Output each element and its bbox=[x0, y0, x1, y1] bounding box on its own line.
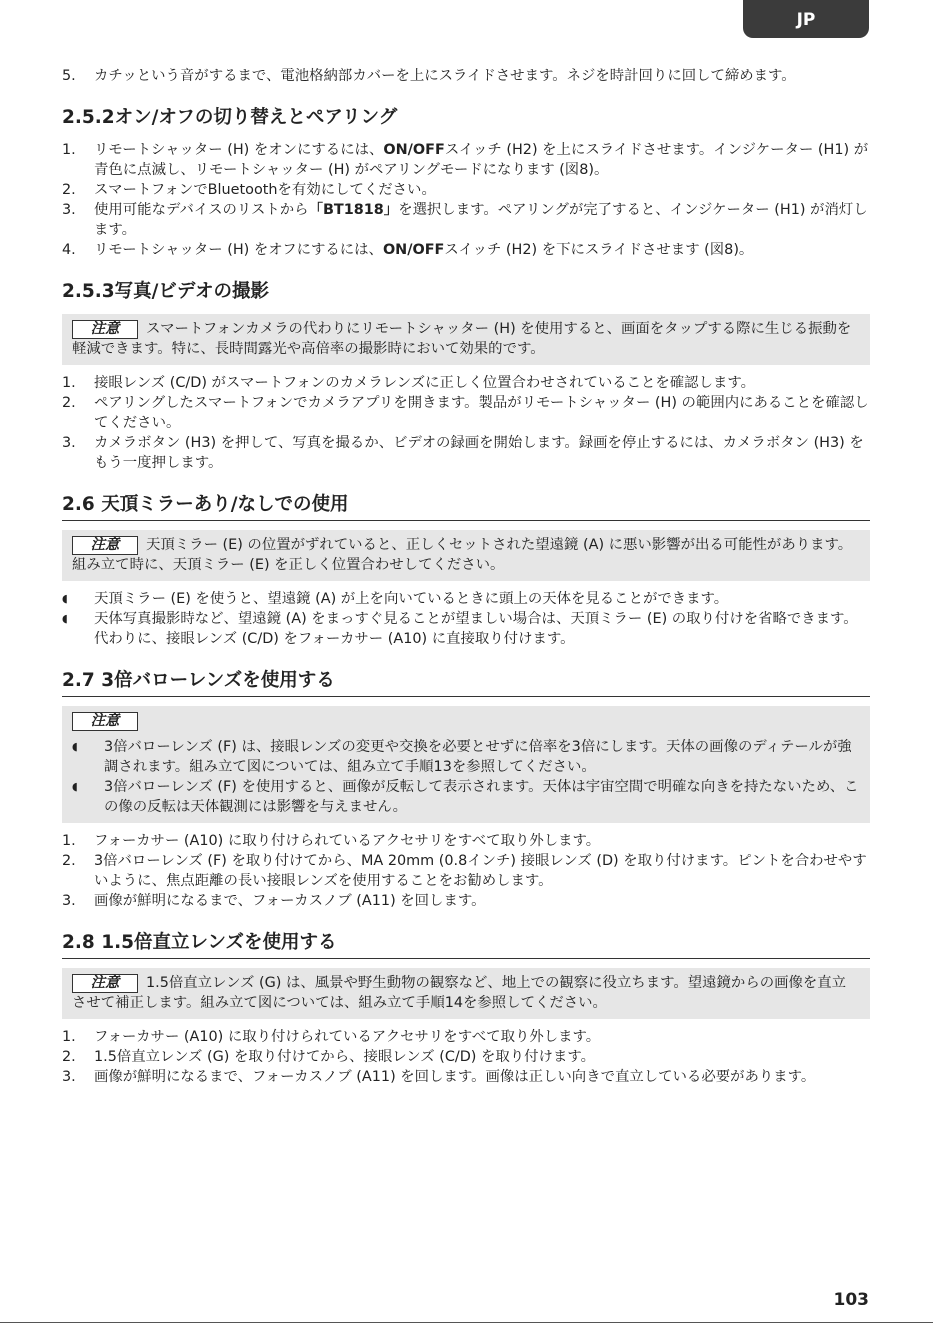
note-text: 天頂ミラー (E) の位置がずれていると、正しくセットされた望遠鏡 (A) に悪い影響が出る可能性があります。組み立て時に、天頂ミラー (E) を正しく位置合わせしてください。 bbox=[72, 537, 853, 573]
section-heading-2-8: 2.8 1.5倍直立レンズを使用する bbox=[62, 931, 870, 959]
bold-run: ON/OFF bbox=[383, 142, 445, 158]
step-text bbox=[94, 240, 870, 260]
list-item bbox=[62, 180, 870, 200]
bullet-text: 天頂ミラー (E) を使うと、望遠鏡 (A) が上を向いているときに頭上の天体を見ることができます。 bbox=[94, 591, 729, 607]
list-item bbox=[62, 140, 870, 180]
section-heading-2-5-3: 2.5.3写真/ビデオの撮影 bbox=[62, 281, 270, 302]
list-item bbox=[62, 1047, 870, 1067]
step-number: 1. bbox=[62, 375, 76, 391]
text-run: スイッチ (H2) を下にスライドさせます (図8)。 bbox=[444, 242, 754, 258]
step-text bbox=[94, 200, 870, 240]
note-bullet-item bbox=[72, 777, 860, 817]
step-text bbox=[94, 180, 870, 200]
language-tab: JP bbox=[743, 0, 869, 38]
step-number: 3. bbox=[62, 202, 76, 218]
section-heading-2-7: 2.7 3倍バローレンズを使用する bbox=[62, 669, 870, 697]
step-text: 画像が鮮明になるまで、フォーカスノブ (A11) を回します。 bbox=[94, 893, 486, 909]
list-item bbox=[62, 851, 870, 891]
step-text: フォーカサー (A10) に取り付けられているアクセサリをすべて取り外します。 bbox=[94, 1029, 601, 1045]
page-content bbox=[62, 66, 870, 1087]
bullet-text: 天体写真撮影時など、望遠鏡 (A) をまっすぐ見ることが望ましい場合は、天頂ミラー (E) の取り付けを省略できます。代わりに、接眼レンズ (C/D) をフォーカサー (A10) に直接取り付けます。 bbox=[94, 611, 858, 647]
note-box bbox=[62, 314, 870, 365]
step-text: ペアリングしたスマートフォンでカメラアプリを開きます。製品がリモートシャッター (H) の範囲内にあることを確認してください。 bbox=[94, 395, 869, 431]
bullet-icon: ◖ bbox=[72, 780, 78, 793]
step-number: 2. bbox=[62, 1049, 76, 1065]
list-item bbox=[62, 433, 870, 473]
text-run: 使用可能なデバイスのリストから bbox=[94, 202, 309, 218]
list-item bbox=[62, 373, 870, 393]
note-bullet-item bbox=[72, 737, 860, 777]
page-number: 103 bbox=[833, 1290, 869, 1310]
step-number: 2. bbox=[62, 182, 76, 198]
note-badge: 注意 bbox=[72, 712, 138, 731]
bullet-item bbox=[62, 589, 870, 609]
list-item bbox=[62, 240, 870, 260]
text-run: スイッチ (H2) を上にスライドさせます。インジケーター (H1) が青色に点滅し、リモートシャッター (H) がペアリングモードになります (図8)。 bbox=[94, 142, 869, 178]
note-text: スマートフォンカメラの代わりにリモートシャッター (H) を使用すると、画面をタップする際に生じる振動を軽減できます。特に、長時間露光や高倍率の撮影時において効果的です。 bbox=[72, 321, 852, 357]
text-run: を選択します。ペアリングが完了すると、インジケーター (H1) が消灯します。 bbox=[94, 202, 868, 238]
text-run: スマートフォンでBluetoothを有効にしてください。 bbox=[94, 182, 436, 198]
bullet-text: 3倍バローレンズ (F) は、接眼レンズの変更や交換を必要とせずに倍率を3倍にします。天体の画像のディテールが強調されます。組み立て図については、組み立て手順13を参照してください。 bbox=[104, 739, 852, 775]
bold-run: 「BT1818」 bbox=[308, 202, 399, 218]
step-number: 4. bbox=[62, 242, 76, 258]
step-number: 1. bbox=[62, 1029, 76, 1045]
section-heading-2-6: 2.6 天頂ミラーあり/なしでの使用 bbox=[62, 493, 870, 521]
list-item bbox=[62, 1067, 870, 1087]
note-box bbox=[62, 530, 870, 581]
list-item bbox=[62, 393, 870, 433]
bullet-icon: ◖ bbox=[62, 592, 68, 605]
note-badge: 注意 bbox=[72, 320, 138, 339]
step-number: 3. bbox=[62, 435, 76, 451]
section-heading-2-5-2: 2.5.2オン/オフの切り替えとペアリング bbox=[62, 107, 398, 128]
list-item bbox=[62, 891, 870, 911]
bullet-item bbox=[62, 609, 870, 649]
bullet-text: 3倍バローレンズ (F) を使用すると、画像が反転して表示されます。天体は宇宙空間で明確な向きを持たないため、この像の反転は天体観測には影響を与えません。 bbox=[104, 779, 859, 815]
step-text bbox=[94, 140, 870, 180]
step-number: 1. bbox=[62, 833, 76, 849]
note-badge: 注意 bbox=[72, 974, 138, 993]
step-number: 5. bbox=[62, 68, 76, 84]
list-item bbox=[62, 831, 870, 851]
list-item bbox=[62, 1027, 870, 1047]
text-run: リモートシャッター (H) をオンにするには、 bbox=[94, 142, 384, 158]
bottom-divider bbox=[0, 1322, 933, 1323]
step-text: 画像が鮮明になるまで、フォーカスノブ (A11) を回します。画像は正しい向きで直立している必要があります。 bbox=[94, 1069, 816, 1085]
note-box bbox=[62, 706, 870, 823]
note-badge: 注意 bbox=[72, 536, 138, 555]
note-text: 1.5倍直立レンズ (G) は、風景や野生動物の観察など、地上での観察に役立ちます。望遠鏡からの画像を直立させて補正します。組み立て図については、組み立て手順14を参照してください。 bbox=[72, 975, 847, 1011]
step-text: 接眼レンズ (C/D) がスマートフォンのカメラレンズに正しく位置合わせされていることを確認します。 bbox=[94, 375, 755, 391]
step-number: 2. bbox=[62, 853, 76, 869]
text-run: リモートシャッター (H) をオフにするには、 bbox=[94, 242, 383, 258]
step-text: 1.5倍直立レンズ (G) を取り付けてから、接眼レンズ (C/D) を取り付けます。 bbox=[94, 1049, 595, 1065]
bullet-icon: ◖ bbox=[62, 612, 68, 625]
step-number: 3. bbox=[62, 1069, 76, 1085]
step-number: 1. bbox=[62, 142, 76, 158]
step-number: 3. bbox=[62, 893, 76, 909]
list-item bbox=[62, 200, 870, 240]
step-text: フォーカサー (A10) に取り付けられているアクセサリをすべて取り外します。 bbox=[94, 833, 601, 849]
bold-run: ON/OFF bbox=[382, 242, 445, 258]
bullet-icon: ◖ bbox=[72, 740, 78, 753]
step-number: 2. bbox=[62, 395, 76, 411]
step-text: 3倍バローレンズ (F) を取り付けてから、MA 20mm (0.8インチ) 接眼レンズ (D) を取り付けます。ピントを合わせやすいように、焦点距離の長い接眼レンズを使用することをお勧めします。 bbox=[94, 853, 867, 889]
step-5 bbox=[62, 66, 870, 86]
step-text: カメラボタン (H3) を押して、写真を撮るか、ビデオの録画を開始します。録画を停止するには、カメラボタン (H3) をもう一度押します。 bbox=[94, 435, 864, 471]
note-box bbox=[62, 968, 870, 1019]
step-text: カチッという音がするまで、電池格納部カバーを上にスライドさせます。ネジを時計回りに回して締めます。 bbox=[94, 68, 796, 84]
